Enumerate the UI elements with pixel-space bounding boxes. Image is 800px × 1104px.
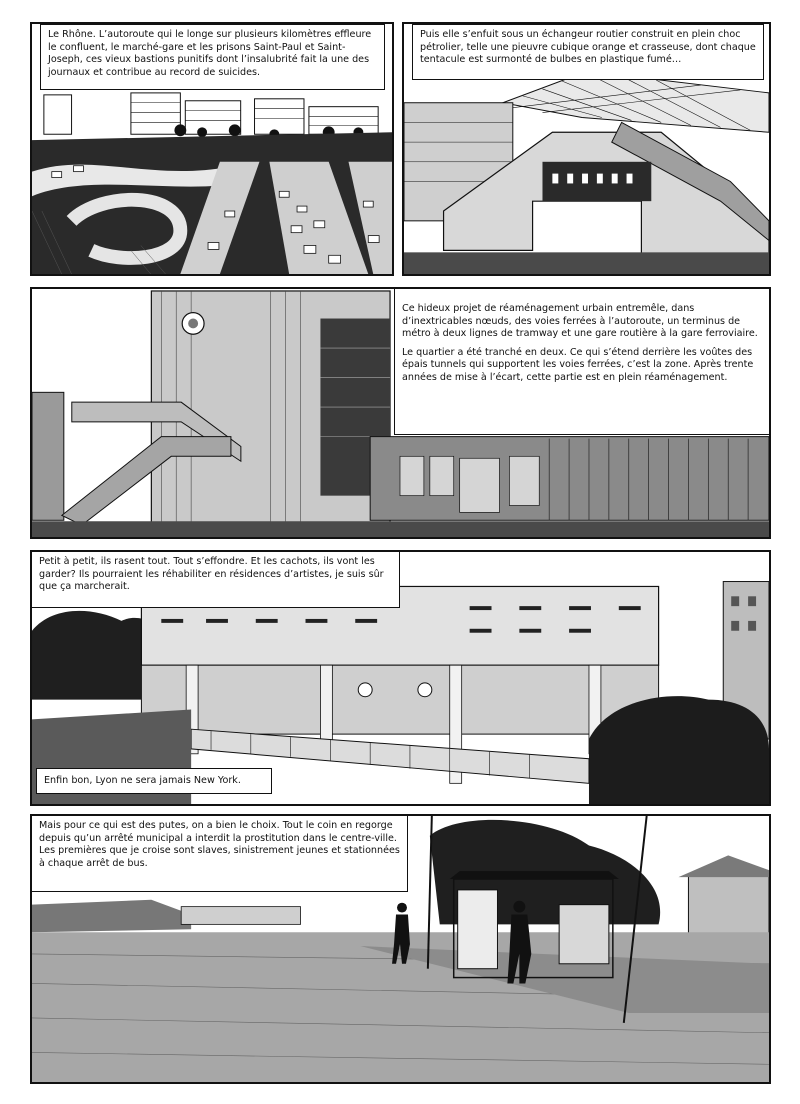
caption-text: Le quartier a été tranché en deux. Ce qui s’étend derrière les voûtes des épais tunnels qui supportent les voies ferrées, c’est la zone. Après trente années de mise à l’écart, cette partie est en plein réaménagement. (402, 346, 754, 383)
caption-text: Puis elle s’enfuit sous un échangeur routier construit en plein choc pétrolier, telle une pieuvre cubique orange et crasseuse, dont chaque tentacule est surmonté de bulbes en plastique fumé… (420, 29, 756, 66)
panel-4 (30, 550, 771, 806)
caption-2 (412, 24, 764, 80)
caption-4 (32, 552, 400, 608)
caption-1 (40, 24, 385, 90)
panel-3 (30, 287, 771, 539)
caption-3 (394, 289, 771, 435)
panel-1 (30, 22, 394, 276)
caption-text: Enfin bon, Lyon ne sera jamais New York. (44, 775, 241, 786)
caption-text: Le Rhône. L’autoroute qui le longe sur plusieurs kilomètres effleure le confluent, le marché-gare et les prisons Saint-Paul et Saint-Joseph, ces vieux bastions punitifs dont l’insalubrité fait la une des journaux et contribue au record de suicides. (48, 29, 372, 78)
caption-5 (36, 768, 272, 794)
caption-text: Mais pour ce qui est des putes, on a bien le choix. Tout le coin en regorge depuis qu’un arrêté municipal a interdit la prostitution dans le centre-ville. Les premières que je croise sont slaves, sinistrement jeunes et stationnées à chaque arrêt de bus. (39, 820, 400, 869)
caption-text: Petit à petit, ils rasent tout. Tout s’effondre. Et les cachots, ils vont les garder? Ils pourraient les réhabiliter en résidences d’artistes, je suis sûr que ça marcherait. (39, 556, 384, 593)
caption-text: Ce hideux projet de réaménagement urbain entremêle, dans d’inextricables nœuds, des voies ferrées à l’autoroute, un terminus de métro à deux lignes de tramway et une gare routière à la gare ferroviaire. (402, 303, 758, 340)
panel-5 (30, 814, 771, 1084)
panel-2 (402, 22, 771, 276)
caption-6 (32, 816, 408, 892)
